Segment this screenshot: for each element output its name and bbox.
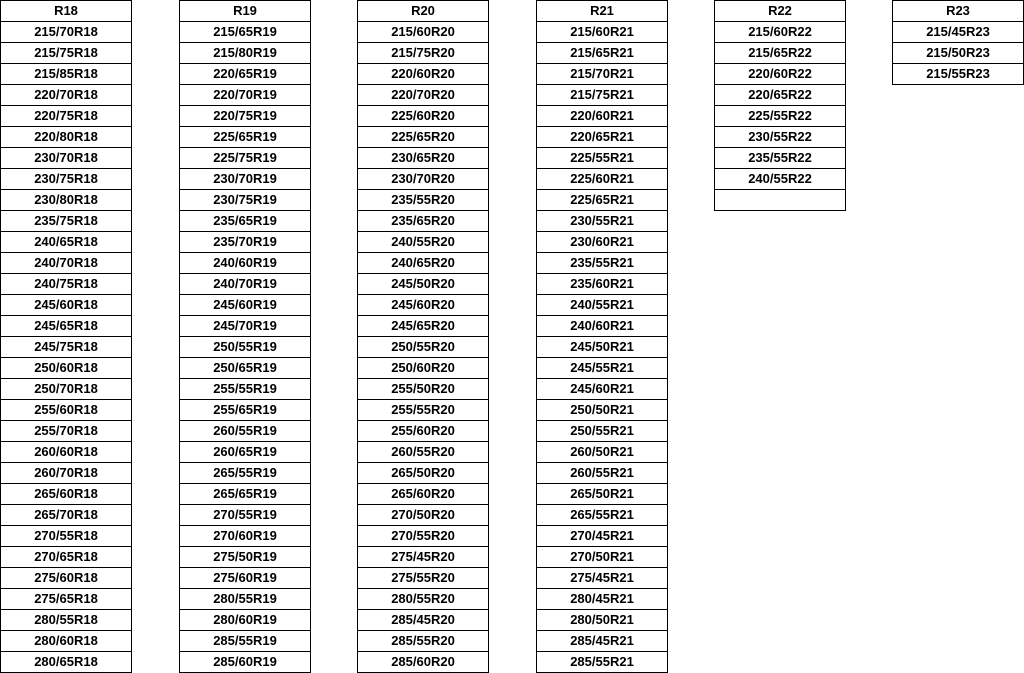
tire-size-cell: 280/55R20 — [358, 589, 489, 610]
tire-size-cell: 275/50R19 — [180, 547, 311, 568]
table-row — [1, 568, 132, 589]
table-row — [358, 274, 489, 295]
tire-size-cell: 270/65R18 — [1, 547, 132, 568]
table-row — [358, 148, 489, 169]
table-row — [893, 64, 1024, 85]
table-row — [180, 526, 311, 547]
table-row — [537, 22, 668, 43]
tire-size-cell: 265/60R18 — [1, 484, 132, 505]
table-row — [537, 610, 668, 631]
tire-size-cell: 220/60R22 — [715, 64, 846, 85]
tire-size-cell: 260/60R18 — [1, 442, 132, 463]
tire-size-cell: 265/60R20 — [358, 484, 489, 505]
column-header: R19 — [180, 1, 311, 22]
table-row — [1, 379, 132, 400]
table-row — [358, 463, 489, 484]
table-row — [1, 274, 132, 295]
table-row — [180, 295, 311, 316]
tire-size-cell: 255/60R20 — [358, 421, 489, 442]
tire-size-cell: 265/50R21 — [537, 484, 668, 505]
tire-size-cell: 215/65R21 — [537, 43, 668, 64]
column-header: R20 — [358, 1, 489, 22]
table-row — [180, 421, 311, 442]
table-row — [715, 148, 846, 169]
table-row — [893, 43, 1024, 64]
tire-size-cell: 215/70R18 — [1, 22, 132, 43]
tire-size-cell: 230/75R19 — [180, 190, 311, 211]
tire-size-cell: 285/55R21 — [537, 652, 668, 673]
table-row — [1, 127, 132, 148]
tire-size-cell: 225/75R19 — [180, 148, 311, 169]
table-row — [537, 442, 668, 463]
tire-size-cell: 225/55R22 — [715, 106, 846, 127]
table-row — [358, 43, 489, 64]
tire-size-cell: 225/65R19 — [180, 127, 311, 148]
table-row — [537, 274, 668, 295]
tire-size-cell: 235/60R21 — [537, 274, 668, 295]
tire-size-cell: 240/75R18 — [1, 274, 132, 295]
tire-size-cell: 215/55R23 — [893, 64, 1024, 85]
table-row — [537, 631, 668, 652]
tire-size-cell: 285/60R20 — [358, 652, 489, 673]
table-row — [537, 253, 668, 274]
table-row — [537, 316, 668, 337]
tire-size-cell: 215/80R19 — [180, 43, 311, 64]
tire-size-cell: 235/65R20 — [358, 211, 489, 232]
tire-size-cell: 285/55R19 — [180, 631, 311, 652]
table-row — [537, 295, 668, 316]
tire-size-cell: 245/55R21 — [537, 358, 668, 379]
table-row — [180, 442, 311, 463]
tire-size-cell: 260/55R21 — [537, 463, 668, 484]
table-row — [180, 400, 311, 421]
table-row — [715, 190, 846, 211]
table-row — [358, 337, 489, 358]
tire-size-cell: 235/55R20 — [358, 190, 489, 211]
tire-size-cell: 220/75R19 — [180, 106, 311, 127]
size-table-r22 — [714, 0, 846, 211]
table-row — [180, 379, 311, 400]
tire-size-cell: 230/70R20 — [358, 169, 489, 190]
table-row — [1, 190, 132, 211]
tire-size-cell: 280/65R18 — [1, 652, 132, 673]
tire-size-cell: 250/55R20 — [358, 337, 489, 358]
table-row — [1, 253, 132, 274]
tire-size-cell: 215/85R18 — [1, 64, 132, 85]
table-row — [358, 568, 489, 589]
tire-size-cell: 255/70R18 — [1, 421, 132, 442]
tire-size-cell: 255/55R19 — [180, 379, 311, 400]
tire-size-cell: 275/45R20 — [358, 547, 489, 568]
table-row — [1, 505, 132, 526]
tire-size-cell: 245/60R19 — [180, 295, 311, 316]
table-row — [537, 568, 668, 589]
tire-size-cell: 215/60R21 — [537, 22, 668, 43]
tire-size-cell: 250/60R20 — [358, 358, 489, 379]
table-row — [537, 64, 668, 85]
table-row — [1, 589, 132, 610]
table-row — [1, 106, 132, 127]
table-row — [537, 148, 668, 169]
tire-size-cell: 220/75R18 — [1, 106, 132, 127]
tire-size-cell: 245/60R21 — [537, 379, 668, 400]
tire-size-cell: 245/60R20 — [358, 295, 489, 316]
tire-size-cell: 220/65R19 — [180, 64, 311, 85]
tire-size-cell: 275/45R21 — [537, 568, 668, 589]
table-row — [358, 547, 489, 568]
table-row — [537, 85, 668, 106]
tire-size-cell: 260/55R19 — [180, 421, 311, 442]
tire-size-cell: 265/50R20 — [358, 463, 489, 484]
tire-size-cell: 215/60R20 — [358, 22, 489, 43]
table-row — [180, 190, 311, 211]
table-row — [358, 169, 489, 190]
tire-size-cell: 245/75R18 — [1, 337, 132, 358]
tire-size-cell: 235/75R18 — [1, 211, 132, 232]
tire-size-cell: 285/55R20 — [358, 631, 489, 652]
tire-size-cell: 280/45R21 — [537, 589, 668, 610]
table-row — [1, 442, 132, 463]
tire-size-cell: 220/60R20 — [358, 64, 489, 85]
table-row — [358, 631, 489, 652]
table-row — [537, 463, 668, 484]
table-row — [715, 169, 846, 190]
table-row — [1, 652, 132, 673]
table-row — [893, 22, 1024, 43]
tire-size-cell: 240/60R21 — [537, 316, 668, 337]
tire-size-cell: 230/55R22 — [715, 127, 846, 148]
tire-size-cell: 255/65R19 — [180, 400, 311, 421]
table-row — [537, 652, 668, 673]
tire-size-cell: 220/80R18 — [1, 127, 132, 148]
table-row — [180, 274, 311, 295]
table-row — [537, 484, 668, 505]
tire-size-cell: 250/55R19 — [180, 337, 311, 358]
size-table-r20 — [357, 0, 489, 673]
table-row — [358, 127, 489, 148]
tire-size-cell: 265/55R21 — [537, 505, 668, 526]
tire-size-cell: 225/55R21 — [537, 148, 668, 169]
table-row — [180, 547, 311, 568]
tire-size-cell: 225/65R21 — [537, 190, 668, 211]
table-row — [180, 463, 311, 484]
tire-size-cell: 270/55R18 — [1, 526, 132, 547]
table-row — [358, 64, 489, 85]
table-row — [358, 421, 489, 442]
table-row — [1, 295, 132, 316]
table-row — [358, 211, 489, 232]
table-row — [1, 631, 132, 652]
table-row — [1, 421, 132, 442]
tire-size-cell: 220/65R22 — [715, 85, 846, 106]
tire-size-cell: 220/70R20 — [358, 85, 489, 106]
column-header: R21 — [537, 1, 668, 22]
table-row — [1, 85, 132, 106]
tire-size-cell: 275/60R18 — [1, 568, 132, 589]
tire-size-cell: 230/65R20 — [358, 148, 489, 169]
size-table-r23 — [892, 0, 1024, 85]
table-row — [358, 358, 489, 379]
tire-size-cell: 275/65R18 — [1, 589, 132, 610]
table-row — [537, 379, 668, 400]
table-row — [715, 22, 846, 43]
table-row — [1, 358, 132, 379]
tire-size-cell: 235/70R19 — [180, 232, 311, 253]
tire-size-cell — [715, 190, 846, 211]
table-row — [1, 22, 132, 43]
table-row — [537, 43, 668, 64]
tire-size-cell: 280/55R18 — [1, 610, 132, 631]
table-row — [715, 85, 846, 106]
tire-size-cell: 255/55R20 — [358, 400, 489, 421]
table-row — [1, 211, 132, 232]
tire-size-cell: 275/55R20 — [358, 568, 489, 589]
tire-size-cell: 215/70R21 — [537, 64, 668, 85]
table-row — [180, 232, 311, 253]
table-row — [180, 631, 311, 652]
column-header: R18 — [1, 1, 132, 22]
tire-size-cell: 280/50R21 — [537, 610, 668, 631]
tire-size-cell: 270/50R20 — [358, 505, 489, 526]
tire-size-cell: 250/55R21 — [537, 421, 668, 442]
size-table-r19 — [179, 0, 311, 673]
table-row — [537, 400, 668, 421]
tire-size-cell: 275/60R19 — [180, 568, 311, 589]
table-row — [180, 211, 311, 232]
tire-size-cell: 260/65R19 — [180, 442, 311, 463]
tire-size-cell: 265/70R18 — [1, 505, 132, 526]
table-row — [180, 337, 311, 358]
tire-size-cell: 215/50R23 — [893, 43, 1024, 64]
tire-size-cell: 230/55R21 — [537, 211, 668, 232]
tire-size-cell: 255/50R20 — [358, 379, 489, 400]
table-row — [358, 295, 489, 316]
table-row — [180, 484, 311, 505]
table-row — [180, 505, 311, 526]
tire-size-cell: 270/50R21 — [537, 547, 668, 568]
tire-size-cell: 240/65R20 — [358, 253, 489, 274]
table-row — [1, 484, 132, 505]
table-row — [358, 610, 489, 631]
table-row — [180, 64, 311, 85]
tire-size-cell: 265/55R19 — [180, 463, 311, 484]
table-row — [358, 316, 489, 337]
table-row — [1, 316, 132, 337]
tire-size-cell: 240/60R19 — [180, 253, 311, 274]
table-row — [537, 211, 668, 232]
table-row — [537, 526, 668, 547]
tire-size-cell: 240/70R19 — [180, 274, 311, 295]
tire-size-cell: 225/60R21 — [537, 169, 668, 190]
tire-size-cell: 215/45R23 — [893, 22, 1024, 43]
table-row — [358, 190, 489, 211]
tire-size-cell: 260/70R18 — [1, 463, 132, 484]
table-row — [358, 85, 489, 106]
tire-size-cell: 215/60R22 — [715, 22, 846, 43]
table-row — [180, 43, 311, 64]
table-row — [1, 547, 132, 568]
tire-size-cell: 245/65R20 — [358, 316, 489, 337]
table-row — [180, 568, 311, 589]
table-row — [358, 253, 489, 274]
tire-size-cell: 250/70R18 — [1, 379, 132, 400]
tire-size-cell: 230/70R19 — [180, 169, 311, 190]
table-row — [358, 505, 489, 526]
tire-size-cell: 215/65R22 — [715, 43, 846, 64]
tire-size-cell: 240/55R22 — [715, 169, 846, 190]
table-row — [358, 379, 489, 400]
table-row — [537, 547, 668, 568]
table-row — [358, 652, 489, 673]
table-row — [180, 253, 311, 274]
tire-size-cell: 255/60R18 — [1, 400, 132, 421]
tire-size-cell: 285/45R21 — [537, 631, 668, 652]
tire-size-cell: 245/65R18 — [1, 316, 132, 337]
tire-size-cell: 225/60R20 — [358, 106, 489, 127]
table-row — [1, 169, 132, 190]
table-row — [537, 190, 668, 211]
table-row — [180, 22, 311, 43]
table-row — [537, 337, 668, 358]
table-row — [537, 421, 668, 442]
table-row — [358, 22, 489, 43]
table-row — [358, 232, 489, 253]
tire-size-cell: 270/55R20 — [358, 526, 489, 547]
tire-size-cell: 260/55R20 — [358, 442, 489, 463]
tire-size-cell: 270/55R19 — [180, 505, 311, 526]
table-row — [358, 400, 489, 421]
tire-size-cell: 285/60R19 — [180, 652, 311, 673]
tire-size-cell: 240/65R18 — [1, 232, 132, 253]
tire-size-cell: 230/80R18 — [1, 190, 132, 211]
table-row — [1, 526, 132, 547]
tire-size-cell: 215/75R21 — [537, 85, 668, 106]
table-row — [537, 169, 668, 190]
tire-size-cell: 215/75R18 — [1, 43, 132, 64]
size-table-r21 — [536, 0, 668, 673]
table-row — [715, 43, 846, 64]
table-row — [1, 232, 132, 253]
tire-size-cell: 240/55R21 — [537, 295, 668, 316]
table-row — [180, 316, 311, 337]
table-row — [537, 358, 668, 379]
tire-size-cell: 220/60R21 — [537, 106, 668, 127]
tire-size-cell: 270/60R19 — [180, 526, 311, 547]
tire-size-cell: 265/65R19 — [180, 484, 311, 505]
table-row — [537, 505, 668, 526]
table-row — [358, 484, 489, 505]
table-row — [358, 106, 489, 127]
table-row — [180, 358, 311, 379]
tire-size-cell: 250/50R21 — [537, 400, 668, 421]
table-row — [180, 127, 311, 148]
table-row — [180, 169, 311, 190]
table-row — [1, 64, 132, 85]
size-table-r18 — [0, 0, 132, 673]
table-row — [1, 337, 132, 358]
table-row — [1, 610, 132, 631]
table-row — [715, 106, 846, 127]
tire-size-cell: 245/50R20 — [358, 274, 489, 295]
tire-size-cell: 270/45R21 — [537, 526, 668, 547]
tire-size-cell: 245/50R21 — [537, 337, 668, 358]
tire-size-cell: 225/65R20 — [358, 127, 489, 148]
tire-size-cell: 235/65R19 — [180, 211, 311, 232]
table-row — [180, 106, 311, 127]
tire-size-cell: 230/75R18 — [1, 169, 132, 190]
tire-size-cell: 230/60R21 — [537, 232, 668, 253]
column-header: R22 — [715, 1, 846, 22]
tire-size-cell: 235/55R22 — [715, 148, 846, 169]
table-row — [180, 652, 311, 673]
table-row — [537, 106, 668, 127]
tire-size-cell: 250/65R19 — [180, 358, 311, 379]
table-row — [358, 442, 489, 463]
table-row — [358, 589, 489, 610]
table-row — [180, 610, 311, 631]
table-row — [537, 589, 668, 610]
table-row — [180, 589, 311, 610]
tire-size-cell: 240/55R20 — [358, 232, 489, 253]
tire-size-cell: 245/70R19 — [180, 316, 311, 337]
table-row — [715, 64, 846, 85]
tire-size-cell: 245/60R18 — [1, 295, 132, 316]
tire-size-cell: 230/70R18 — [1, 148, 132, 169]
tire-size-cell: 235/55R21 — [537, 253, 668, 274]
table-row — [1, 148, 132, 169]
tire-size-cell: 280/60R19 — [180, 610, 311, 631]
tire-size-cell: 220/70R19 — [180, 85, 311, 106]
table-row — [537, 232, 668, 253]
table-row — [1, 43, 132, 64]
tire-size-cell: 240/70R18 — [1, 253, 132, 274]
tire-size-cell: 250/60R18 — [1, 358, 132, 379]
table-row — [1, 400, 132, 421]
tire-size-cell: 280/55R19 — [180, 589, 311, 610]
tire-size-cell: 285/45R20 — [358, 610, 489, 631]
table-row — [537, 127, 668, 148]
tire-size-cell: 220/65R21 — [537, 127, 668, 148]
tire-size-cell: 215/75R20 — [358, 43, 489, 64]
tire-size-cell: 220/70R18 — [1, 85, 132, 106]
table-row — [715, 127, 846, 148]
column-header: R23 — [893, 1, 1024, 22]
tire-size-cell: 260/50R21 — [537, 442, 668, 463]
table-row — [1, 463, 132, 484]
table-row — [358, 526, 489, 547]
tire-size-cell: 280/60R18 — [1, 631, 132, 652]
tire-size-cell: 215/65R19 — [180, 22, 311, 43]
table-row — [180, 148, 311, 169]
table-row — [180, 85, 311, 106]
